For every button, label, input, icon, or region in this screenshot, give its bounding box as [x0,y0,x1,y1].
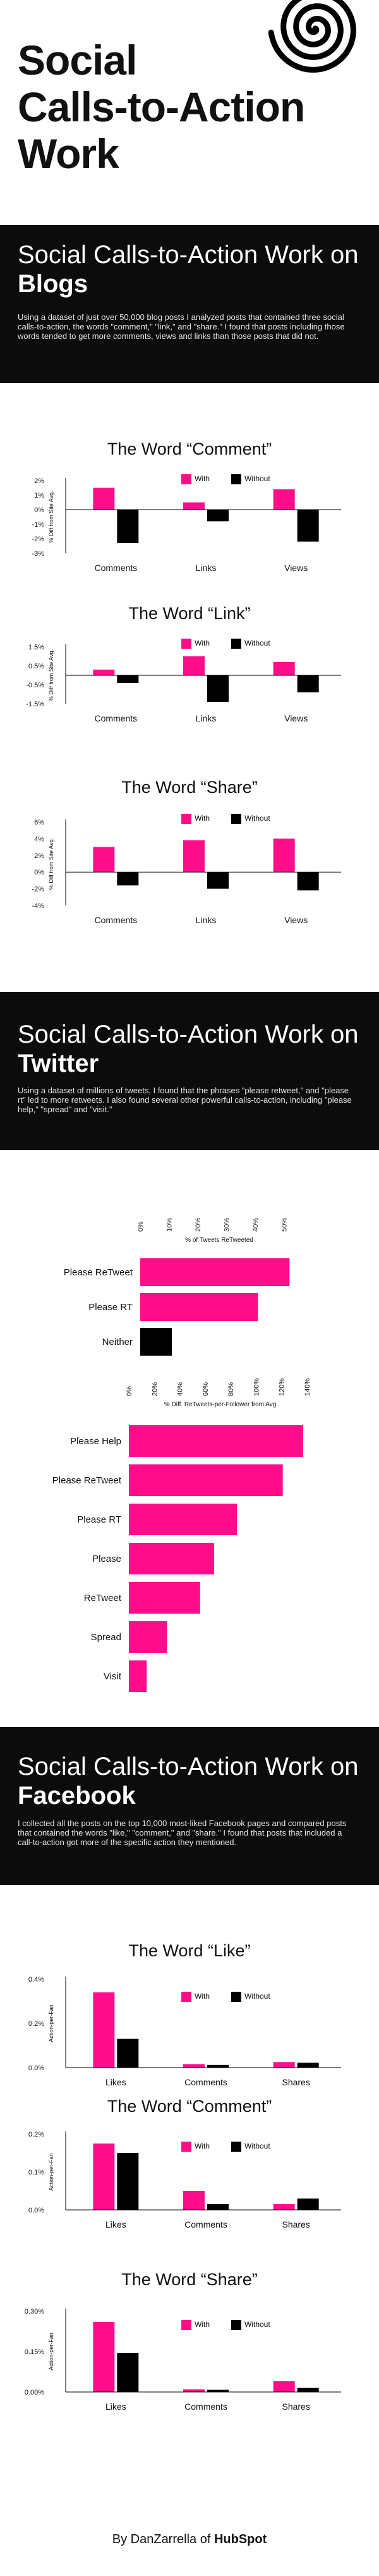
chart-title-fb-share: The Word “Share” [121,2270,258,2289]
twitter-section-banner [0,992,379,1150]
chart-title-fb-like: The Word “Like” [128,1941,251,1960]
x-tick-label: 50% [280,1217,289,1232]
x-category-label: Links [195,563,217,573]
legend-without: Without [231,2142,270,2150]
bar-without-links [207,510,229,521]
chart-blog-share [0,809,379,937]
x-tick-label: 30% [223,1217,231,1232]
bar-with-links [183,656,205,675]
x-category-label: Comments [184,2077,227,2087]
blogs-section-banner [0,225,379,383]
bar-retweet [129,1582,200,1614]
bar-without-comments [117,675,138,683]
category-label: Neither [102,1337,133,1347]
page-title-line-3: Work [18,130,119,177]
bar-visit [129,1660,147,1692]
bar-with-views [274,489,295,510]
bar-please-rt [129,1504,237,1535]
x-axis-label: % Diff. ReTweets-per-Follower from Avg. [164,1401,279,1408]
bar-without-comments [207,2065,229,2068]
bar-without-likes [117,2353,138,2392]
x-tick-label: 20% [151,1382,159,1396]
legend-with: With [181,1992,210,2001]
y-axis-label: % Diff from Site Avg. [48,837,54,890]
legend-with: With [181,814,210,823]
twitter-section-heading: Social Calls-to-Action Work on Twitter [18,1021,359,1077]
x-category-label: Likes [105,2077,126,2087]
x-category-label: Comments [184,2401,227,2412]
chart-rt-per-follower [0,1359,379,1701]
x-tick-label: 40% [176,1382,184,1396]
y-axis-label: Action-per-Fan [48,2004,54,2042]
y-tick-label: 2% [34,852,44,860]
y-tick-label: -0.5% [26,682,44,689]
facebook-section-banner [0,1727,379,1885]
bar-with-views [274,662,295,675]
y-tick-label: 0.0% [28,2207,44,2214]
legend-without: Without [231,814,270,823]
y-tick-label: 0.2% [28,2020,44,2028]
bar-neither [140,1328,172,1356]
bar-please-rt [140,1293,258,1321]
facebook-section-intro: I collected all the posts on the top 10,000 most-liked Facebook pages and compared posts that contained the words "like," "comment," and "share." I found that posts that included a call-to-action got more of the specific action they mentioned. [18,1819,347,1847]
x-tick-label: 100% [253,1378,261,1396]
twitter-section-intro: Using a dataset of millions of tweets, I found that the phrases "please retweet," and "please rt" led to more retweets. I also found several other powerful calls-to-action, including "please help," "spread" and "visit." [18,1086,352,1114]
bar-without-views [298,510,319,542]
bar-with-shares [274,2204,295,2210]
bar-without-comments [117,872,138,885]
y-tick-label: 0% [34,506,44,514]
y-axis-label: % Diff from Site Avg. [48,649,54,702]
x-category-label: Comments [94,915,138,925]
legend-with: With [181,474,210,483]
x-tick-label: 20% [194,1217,202,1232]
category-label: Please ReTweet [52,1475,121,1486]
page-title-line-2: Calls-to-Action [18,83,305,130]
x-category-label: Shares [282,2219,310,2229]
legend-with: With [181,2142,210,2150]
x-category-label: Comments [94,563,138,573]
x-tick-label: 0% [137,1222,145,1232]
bar-without-shares [298,2388,319,2392]
page-title-line-1: Social [18,37,137,83]
y-tick-label: 0.00% [24,2389,44,2396]
bar-with-likes [93,2322,114,2392]
x-category-label: Views [284,713,308,723]
x-tick-label: 120% [278,1378,286,1396]
x-tick-label: 80% [227,1382,236,1396]
category-label: ReTweet [83,1593,121,1604]
legend-with: With [181,2320,210,2329]
category-label: Spread [90,1632,121,1643]
legend-with: With [181,639,210,647]
y-axis-label: Action-per-Fan [48,2153,54,2191]
category-label: Please RT [77,1514,121,1525]
bar-with-likes [93,1992,114,2068]
bar-with-shares [274,2062,295,2068]
bar-spread [129,1621,167,1653]
y-axis-label: % Diff from Site Avg. [48,491,54,543]
y-tick-label: 0.5% [28,663,44,670]
x-category-label: Likes [105,2219,126,2229]
bar-please [129,1543,214,1574]
y-tick-label: -3% [32,550,44,558]
y-tick-label: 0.2% [28,2131,44,2138]
x-category-label: Views [284,915,308,925]
bar-please-retweet [129,1464,283,1496]
bar-without-shares [298,2199,319,2210]
x-category-label: Links [195,713,217,723]
bar-with-comments [93,488,114,510]
chart-title-blog-comment: The Word “Comment” [107,439,272,458]
category-label: Please RT [88,1302,133,1313]
bar-with-views [274,838,295,872]
x-tick-label: 60% [202,1382,210,1396]
y-tick-label: 0.0% [28,2064,44,2072]
bar-without-links [207,675,229,702]
y-tick-label: 1.5% [28,644,44,651]
category-label: Please ReTweet [63,1267,133,1278]
bar-without-views [298,872,319,890]
x-category-label: Comments [94,713,138,723]
chart-fb-like [0,1966,379,2099]
bar-please-retweet [140,1258,289,1286]
footer-credit: By DanZarrella of HubSpot [112,2532,267,2546]
facebook-section-heading: Social Calls-to-Action Work on Facebook [18,1753,359,1810]
y-tick-label: 0.1% [28,2169,44,2176]
x-category-label: Shares [282,2077,310,2087]
y-tick-label: 0% [34,869,44,877]
bar-without-comments [207,2204,229,2210]
x-tick-label: 40% [251,1217,260,1232]
y-tick-label: -1% [32,521,44,529]
y-tick-label: 4% [34,835,44,843]
x-tick-label: 0% [126,1386,133,1396]
x-category-label: Views [284,563,308,573]
bar-with-comments [93,847,114,873]
bar-without-shares [298,2063,319,2068]
y-tick-label: -2% [32,536,44,543]
x-category-label: Likes [105,2401,126,2412]
y-tick-label: 2% [34,477,44,485]
bar-with-links [183,503,205,510]
blogs-section-intro: Using a dataset of just over 50,000 blog posts I analyzed posts that contained three social calls-to-action, the words "comment," "link," and "share." I found that posts including those words tended to get more comments, views and links than those posts that did not. [18,312,345,341]
y-tick-label: 1% [34,492,44,500]
y-axis-label: Action-per-Fan [48,2333,54,2371]
blogs-section-heading: Social Calls-to-Action Work on Blogs [18,241,359,298]
bar-with-comments [183,2389,205,2392]
legend-without: Without [231,474,270,483]
category-label: Please [92,1554,121,1564]
bar-with-comments [183,2191,205,2210]
bar-without-comments [117,510,138,543]
x-category-label: Links [195,915,217,925]
legend-without: Without [231,2320,270,2329]
bar-please-help [129,1425,303,1457]
chart-fb-comment [0,2121,379,2242]
chart-title-blog-share: The Word “Share” [121,778,258,797]
y-tick-label: -2% [32,885,44,893]
y-tick-label: -1.5% [26,701,44,708]
y-tick-label: -4% [32,902,44,910]
bar-without-likes [117,2153,138,2210]
x-category-label: Comments [184,2219,227,2229]
category-label: Visit [103,1671,121,1682]
chart-title-blog-link: The Word “Link” [128,604,251,623]
legend-without: Without [231,639,270,647]
page-title [18,37,304,177]
y-tick-label: 6% [34,819,44,826]
legend-without: Without [231,1992,270,2001]
y-tick-label: 0.4% [28,1976,44,1984]
x-tick-label: 140% [303,1378,311,1396]
bar-with-comments [183,2064,205,2068]
x-category-label: Shares [282,2401,310,2412]
bar-without-comments [207,2390,229,2392]
footer-brand: HubSpot [214,2532,267,2546]
x-axis-label: % of Tweets ReTweeted [185,1237,253,1244]
y-tick-label: 0.15% [24,2348,44,2356]
chart-title-fb-comment: The Word “Comment” [107,2097,272,2116]
bar-with-likes [93,2144,114,2210]
chart-blog-link [0,634,379,735]
bar-with-shares [274,2381,295,2392]
bar-without-likes [117,2039,138,2068]
chart-blog-comment [0,468,379,585]
bar-with-comments [93,670,114,675]
y-tick-label: 0.30% [24,2308,44,2315]
x-tick-label: 10% [165,1217,174,1232]
bar-without-links [207,872,229,888]
bar-with-links [183,840,205,872]
bar-without-views [298,675,319,692]
footer-author: DanZarrella [130,2532,197,2546]
spiral-logo-icon [268,0,363,76]
chart-fb-share [0,2298,379,2424]
category-label: Please Help [70,1436,121,1447]
